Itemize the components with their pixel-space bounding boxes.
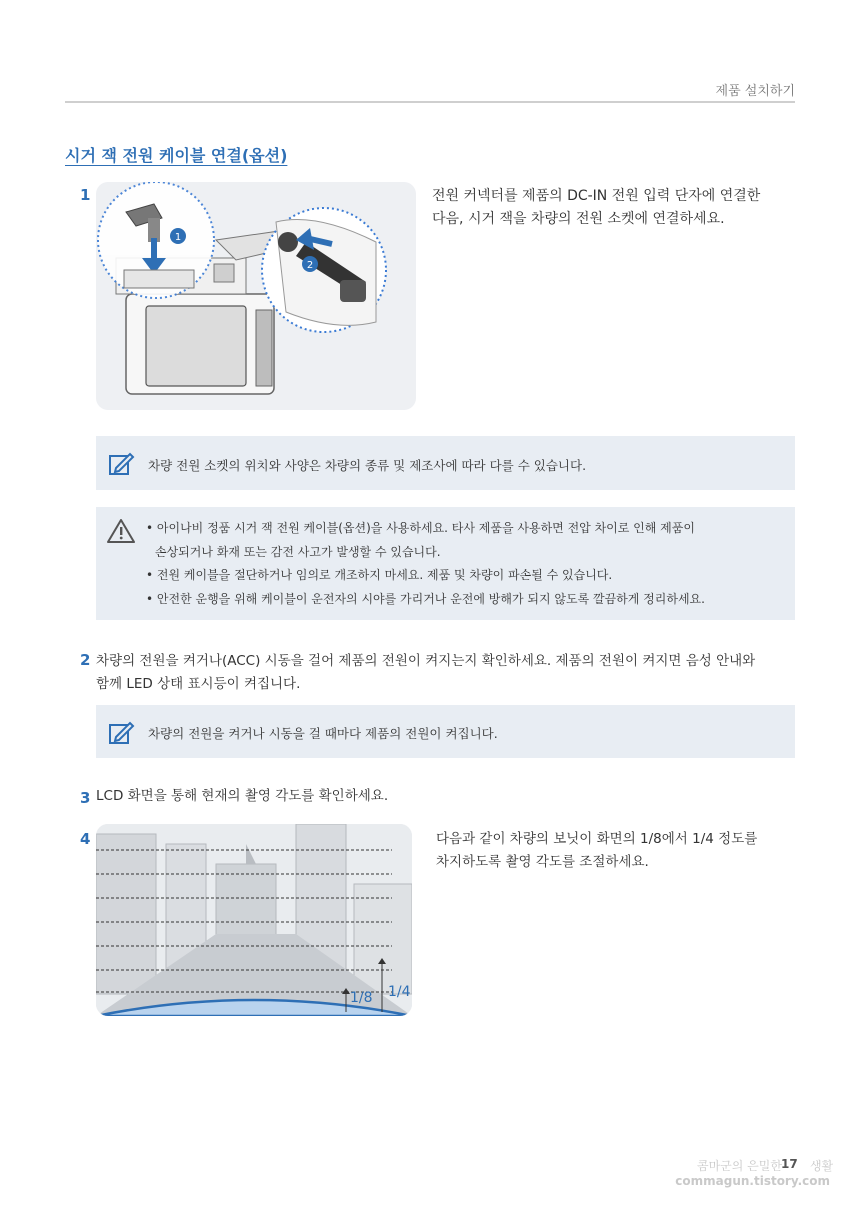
watermark-text-a: 콤마군의 은밀한	[697, 1159, 782, 1173]
section-title: 시거 잭 전원 케이블 연결(옵션)	[65, 146, 288, 165]
label-one-quarter: 1/4	[388, 984, 411, 1000]
page-number: 17	[781, 1157, 798, 1171]
watermark-text-b: 생활	[809, 1159, 834, 1173]
step-1-line-1: 전원 커넥터를 제품의 DC-IN 전원 입력 단자에 연결한	[432, 188, 761, 204]
warning-list	[146, 517, 705, 611]
page-header-section: 제품 설치하기	[715, 84, 795, 99]
step-4-line-2: 차지하도록 촬영 각도를 조절하세요.	[436, 854, 649, 870]
step-2-line-1: 차량의 전원을 켜거나(ACC) 시동을 걸어 제품의 전원이 켜지는지 확인하세요. 제품의 전원이 켜지면 음성 안내와	[96, 653, 756, 669]
watermark-line-2: commagun.tistory.com	[675, 1174, 830, 1188]
step-4-text	[436, 828, 757, 874]
badge-2: 2	[306, 260, 314, 271]
step-3-text: LCD 화면을 통해 현재의 촬영 각도를 확인하세요.	[96, 788, 389, 804]
warning-box	[96, 507, 795, 620]
note-box-1	[96, 436, 795, 490]
step-2-text	[96, 650, 755, 696]
step-4-number: 4	[80, 830, 91, 848]
header-divider	[65, 101, 795, 103]
label-one-eighth: 1/8	[350, 990, 373, 1006]
warning-item: • 전원 케이블을 절단하거나 임의로 개조하지 마세요. 제품 및 차량이 파손될 수 있습니다.	[146, 568, 613, 582]
step-3-number: 3	[80, 789, 91, 807]
step-1-number: 1	[80, 186, 91, 204]
note-1-text: 차량 전원 소켓의 위치와 사양은 차량의 종류 및 제조사에 따라 다를 수 있습니다.	[148, 458, 587, 473]
step-1-line-2: 다음, 시거 잭을 차량의 전원 소켓에 연결하세요.	[432, 211, 725, 227]
badge-1: 1	[174, 232, 182, 243]
note-pencil-icon	[106, 717, 136, 751]
step-4-line-1: 다음과 같이 차량의 보닛이 화면의 1/8에서 1/4 정도를	[436, 831, 758, 847]
step-2-line-2: 함께 LED 상태 표시등이 켜집니다.	[96, 676, 301, 692]
figure-camera-angle	[96, 824, 412, 1016]
city-street-illustration	[96, 824, 412, 1016]
warning-item: 손상되거나 화재 또는 감전 사고가 발생할 수 있습니다.	[155, 544, 441, 559]
figure-cable-connection	[96, 182, 416, 410]
step-1-text	[432, 185, 760, 231]
warning-item: • 아이나비 정품 시거 잭 전원 케이블(옵션)을 사용하세요. 타사 제품을 사용하면 전압 차이로 인해 제품이	[146, 521, 695, 535]
step-2-number: 2	[80, 651, 91, 669]
dashcam-illustration	[96, 182, 416, 410]
note-pencil-icon	[106, 448, 136, 482]
warning-item: • 안전한 운행을 위해 케이블이 운전자의 시야를 가리거나 운전에 방해가 되지 않도록 깔끔하게 정리하세요.	[146, 591, 705, 606]
warning-triangle-icon	[106, 517, 136, 549]
note-2-text: 차량의 전원을 켜거나 시동을 걸 때마다 제품의 전원이 켜집니다.	[148, 726, 498, 741]
watermark-line-1	[697, 1157, 833, 1174]
note-box-2	[96, 705, 795, 758]
